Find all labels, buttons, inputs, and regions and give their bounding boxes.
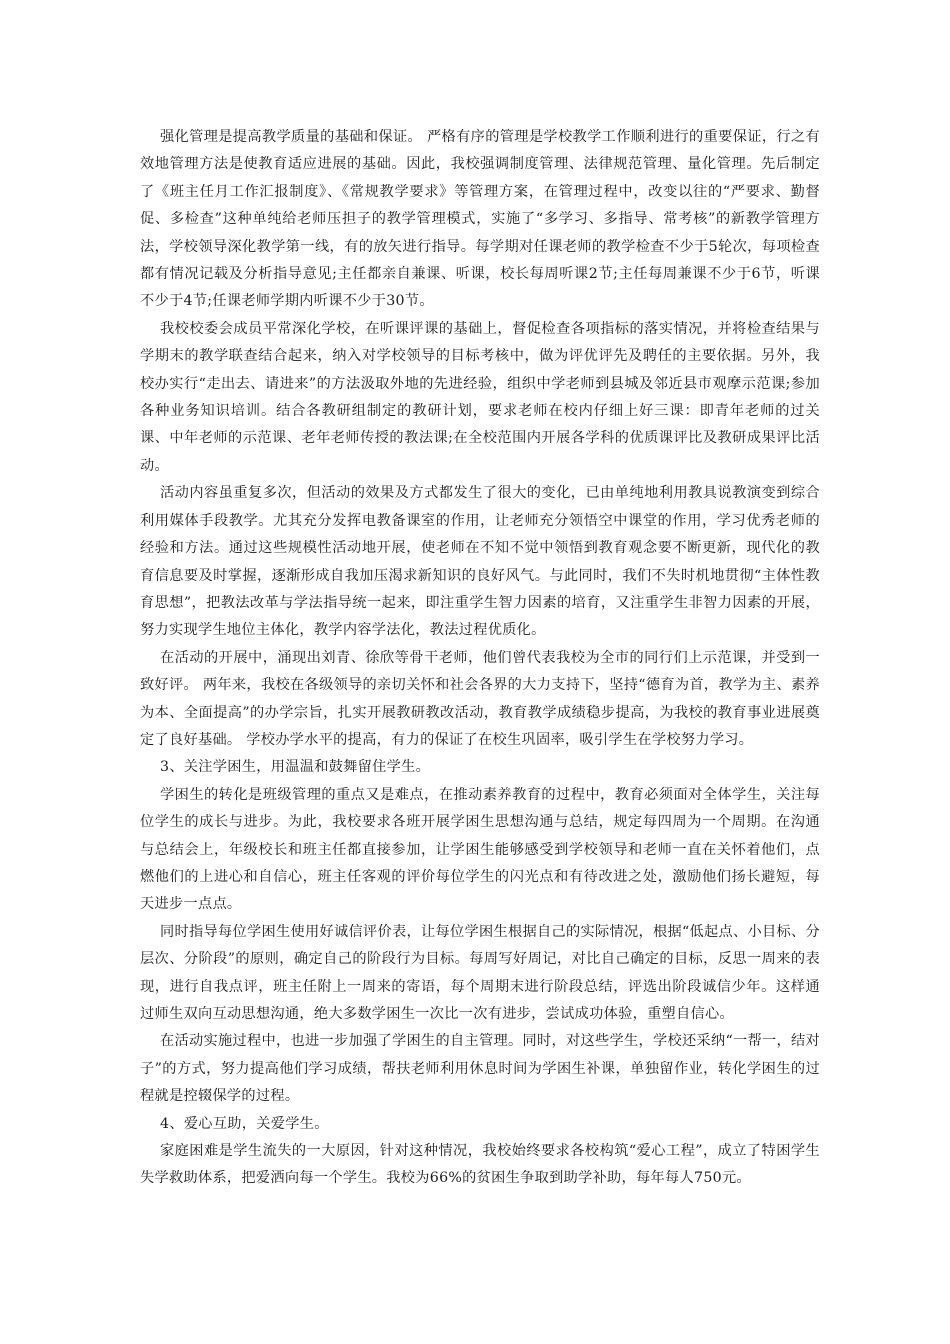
paragraph-struggling-students: 学困生的转化是班级管理的重点又是难点，在推动素养教育的过程中，教育必须面对全体学生，关注每位学生的成长与进步。为此，我校要求各班开展学困生思想沟通与总结，规定每四周为一个周期。在沟通与总结会上，年级校长和班主任都直接参加，让学困生能够感受到学校领导和老师一直在关怀着他们，点燃他们的上进心和自信心，班主任客观的评价每位学生的闪光点和有待改进之处，激励他们扬长避短，每天进步一点点。 — [140, 786, 820, 913]
paragraph-activities: 活动内容虽重复多次，但活动的效果及方式都发生了很大的变化，已由单纯地利用教具说教演变到综合利用媒体手段教学。尤其充分发挥电教备课室的作用，让老师充分领悟空中课堂的作用，学习优秀老师的经验和方法。通过这些规模性活动地开展，使老师在不知不觉中领悟到教育观念要不断更新，现代化的教育信息要及时掌握，逐渐形成自我加压渴求新知识的良好风气。与此同时，我们不失时机地贯彻“主体性教育思想”，把教法改革与学法指导统一起来，即注重学生智力因素的培育，又注重学生非智力因素的开展，努力实现学生地位主体化，教学内容学法化，教法过程优质化。 — [140, 485, 820, 639]
paragraph-self-management: 在活动实施过程中，也进一步加强了学困生的自主管理。同时，对这些学生，学校还采纳“一帮一，结对子”的方式，努力提高他们学习成绩，帮扶老师利用休息时间为学困生补课，单独留作业，转化学困生的过程就是控辍保学的过程。 — [140, 1033, 820, 1105]
paragraph-integrity-form: 同时指导每位学困生使用好诚信评价表，让每位学困生根据自己的实际情况，根据“低起点、小目标、分层次、分阶段”的原则，确定自己的阶段行为目标。每周写好周记，对比自己确定的目标，反思一周来的表现，进行自我点评，班主任附上一周来的寄语，每个周期末进行阶段总结，评选出阶段诚信少年。这样通过师生双向互动思想沟通，绝大多数学困生一次比一次有进步，尝试成功体验，重塑自信心。 — [140, 923, 820, 1022]
paragraph-school-committee: 我校校委会成员平常深化学校，在听课评课的基础上，督促检查各项指标的落实情况，并将检查结果与学期末的教学联查结合起来，纳入对学校领导的目标考核中，做为评优评先及聘任的主要依据。另外，我校办实行“走出去、请进来”的方法汲取外地的先进经验，组织中学老师到县城及邻近县市观摩示范课;参加各种业务知识培训。结合各教研组制定的教研计划，要求老师在校内仔细上好三课：即青年老师的过关课、中年老师的示范课、老年老师传授的教法课;在全校范围内开展各学科的优质课评比及教研成果评比活动。 — [140, 320, 820, 474]
section-heading-3: 3、关注学困生，用温温和鼓舞留住学生。 — [160, 759, 431, 776]
paragraph-management: 强化管理是提高教学质量的基础和保证。 严格有序的管理是学校教学工作顺利进行的重要保证，行之有效地管理方法是使教育适应进展的基础。因此，我校强调制度管理、法律规范管理、量化管理。先后制定了《班主任月工作汇报制度》、《常规教学要求》等管理方案，在管理过程中，改变以往的“严要求、勤督促、多检查”这种单纯给老师压担子的教学管理模式，实施了“多学习、多指导、常考核”的新教学管理方法，学校领导深化教学第一线，有的放矢进行指导。每学期对任课老师的教学检查不少于5轮次，每项检查都有情况记载及分析指导意见;主任都亲自兼课、听课，校长每周听课2节;主任每周兼课不少于6节，听课不少于4节;任课老师学期内听课不少于30节。 — [140, 129, 820, 310]
section-heading-4: 4、爱心互助，关爱学生。 — [160, 1115, 329, 1132]
document-body — [140, 124, 820, 1193]
paragraph-financial-aid: 家庭困难是学生流失的一大原因，针对这种情况，我校始终要求各校构筑“爱心工程”，成立了特困学生失学救助体系，把爱洒向每一个学生。我校为66%的贫困生争取到助学补助，每年每人750元。 — [140, 1143, 820, 1187]
paragraph-backbone-teachers: 在活动的开展中，涌现出刘青、徐欣等骨干老师，他们曾代表我校为全市的同行们上示范课，并受到一致好评。 两年来，我校在各级领导的亲切关怀和社会各界的大力支持下，坚持“德育为首，教学为主、素养为本、全面提高”的办学宗旨，扎实开展教研教改活动，教育教学成绩稳步提高，为我校的教育事业进展奠定了良好基础。 学校办学水平的提高，有力的保证了在校生巩固率，吸引学生在学校努力学习。 — [140, 649, 820, 748]
